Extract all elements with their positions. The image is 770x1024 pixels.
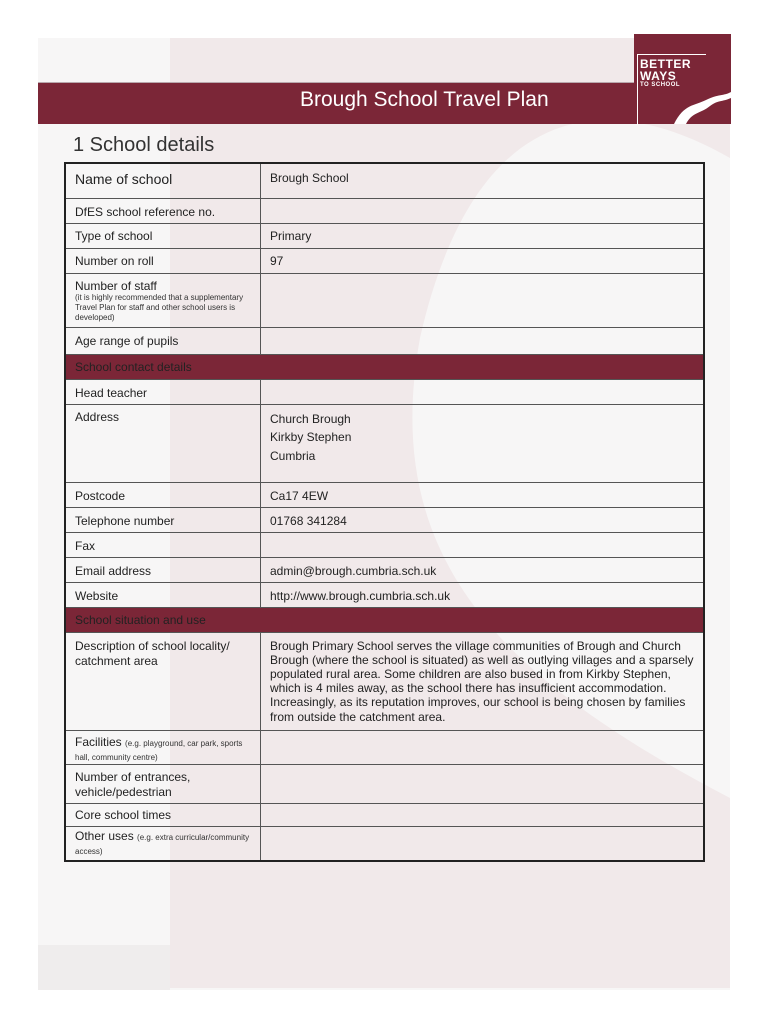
table-row xyxy=(65,803,704,826)
value-dfes-reference[interactable] xyxy=(261,198,705,223)
heading-school-situation: School situation and use xyxy=(65,607,261,632)
table-row xyxy=(65,507,704,532)
label-age-range: Age range of pupils xyxy=(65,327,261,354)
label-address: Address xyxy=(65,404,261,482)
label-core-school-times: Core school times xyxy=(65,803,261,826)
table-row xyxy=(65,607,704,632)
table-row xyxy=(65,198,704,223)
table-row xyxy=(65,557,704,582)
value-head-teacher[interactable] xyxy=(261,379,705,404)
table-row xyxy=(65,764,704,803)
label-other-uses xyxy=(65,826,261,861)
label-entrances: Number of entrances, vehicle/pedestrian xyxy=(65,764,261,803)
value-website[interactable]: http://www.brough.cumbria.sch.uk xyxy=(261,582,705,607)
table-row xyxy=(65,163,704,198)
label-facilities xyxy=(65,730,261,764)
staff-note: (it is highly recommended that a supplementary Travel Plan for staff and other school users is developed) xyxy=(75,292,244,322)
table-row xyxy=(65,730,704,764)
value-email[interactable]: admin@brough.cumbria.sch.uk xyxy=(261,557,705,582)
facilities-label-text: Facilities xyxy=(75,734,122,749)
value-name-of-school[interactable]: Brough School xyxy=(261,163,705,198)
other-uses-label-text: Other uses xyxy=(75,828,134,843)
value-number-on-roll[interactable]: 97 xyxy=(261,248,705,273)
value-postcode[interactable]: Ca17 4EW xyxy=(261,482,705,507)
label-postcode: Postcode xyxy=(65,482,261,507)
logo-text-better: BETTER xyxy=(640,57,691,71)
address-line: Church Brough xyxy=(270,411,351,426)
table-row xyxy=(65,273,704,327)
label-fax: Fax xyxy=(65,532,261,557)
label-number-on-roll: Number on roll xyxy=(65,248,261,273)
table-row xyxy=(65,532,704,557)
school-details-table xyxy=(64,162,705,862)
table-row xyxy=(65,379,704,404)
value-other-uses[interactable] xyxy=(261,826,705,861)
heading-spacer xyxy=(261,354,705,379)
label-dfes-reference: DfES school reference no. xyxy=(65,198,261,223)
logo-text-to-school: TO SCHOOL xyxy=(640,82,681,88)
staff-label-text: Number of staff xyxy=(75,278,157,293)
facilities-note: (e.g. playground, car park, sports hall, community centre) xyxy=(75,738,243,762)
value-facilities[interactable] xyxy=(261,730,705,764)
table-row xyxy=(65,248,704,273)
label-head-teacher: Head teacher xyxy=(65,379,261,404)
label-name-of-school: Name of school xyxy=(65,163,261,198)
heading-school-contact-details: School contact details xyxy=(65,354,261,379)
label-email: Email address xyxy=(65,557,261,582)
better-ways-logo xyxy=(634,34,731,124)
table-row xyxy=(65,223,704,248)
address-line: Kirkby Stephen xyxy=(270,430,352,444)
label-number-of-staff xyxy=(65,273,261,327)
label-locality: Description of school locality/ catchment area xyxy=(65,632,261,730)
value-telephone[interactable]: 01768 341284 xyxy=(261,507,705,532)
table-row xyxy=(65,354,704,379)
value-locality[interactable]: Brough Primary School serves the village communities of Brough and Church Brough (where the school is situated) as well as outlying villages and a sparsely populated rural area. Some children are also bused in from Kirkby Stephen, which is 4 miles away, as the school there has insufficient accommodation. Increasingly, as its reputation improves, our school is being chosen by families from outside the catchment area. xyxy=(261,632,705,730)
label-type-of-school: Type of school xyxy=(65,223,261,248)
section-title: 1 School details xyxy=(73,134,215,156)
address-line: Cumbria xyxy=(270,448,316,463)
value-fax[interactable] xyxy=(261,532,705,557)
table-row xyxy=(65,404,704,482)
value-core-school-times[interactable] xyxy=(261,803,705,826)
value-number-of-staff[interactable] xyxy=(261,273,705,327)
table-row xyxy=(65,632,704,730)
table-row xyxy=(65,582,704,607)
value-age-range[interactable] xyxy=(261,327,705,354)
value-type-of-school[interactable]: Primary xyxy=(261,223,705,248)
other-uses-note: (e.g. extra curricular/community access) xyxy=(75,832,250,856)
heading-spacer xyxy=(261,607,705,632)
table-row xyxy=(65,327,704,354)
label-website: Website xyxy=(65,582,261,607)
value-address[interactable] xyxy=(261,404,705,482)
footer-block xyxy=(38,945,170,990)
table-row xyxy=(65,826,704,861)
label-telephone: Telephone number xyxy=(65,507,261,532)
value-entrances[interactable] xyxy=(261,764,705,803)
document-title: Brough School Travel Plan xyxy=(300,88,549,111)
table-row xyxy=(65,482,704,507)
logo-text-ways: WAYS xyxy=(640,69,677,83)
